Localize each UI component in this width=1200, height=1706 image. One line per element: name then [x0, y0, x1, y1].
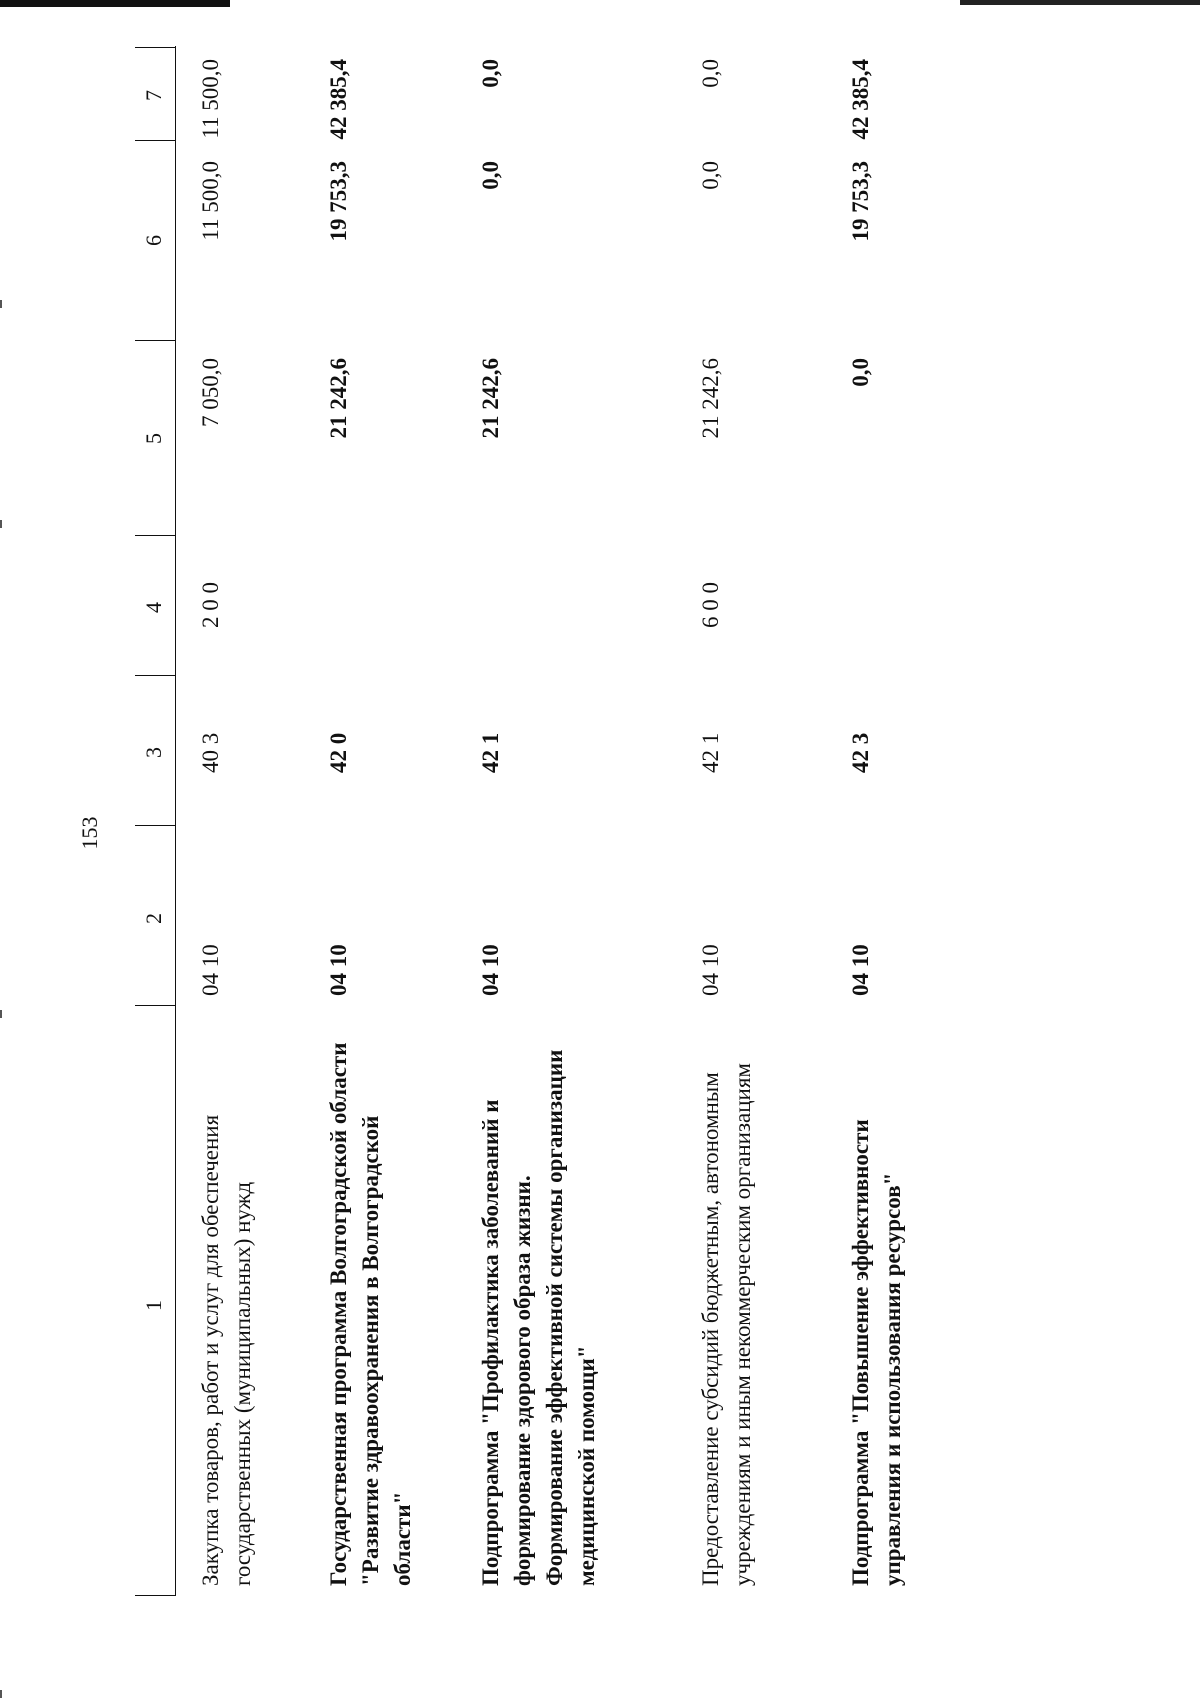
row-value-col6: 11 500,0: [198, 161, 223, 241]
column-header-1: 1: [141, 1300, 166, 1311]
column-header-7: 7: [141, 90, 166, 101]
budget-table: [135, 46, 975, 1596]
column-header-6: 6: [141, 235, 166, 246]
row-code-section: 04 10: [698, 944, 723, 996]
scan-margin-mark: [0, 520, 2, 528]
row-value-col5: 7 050,0: [198, 358, 223, 427]
row-name: Подпрограмма "Повышение эффективности управления и использования ресурсов": [848, 1119, 905, 1586]
header-divider: [135, 140, 175, 141]
row-name: Закупка товаров, работ и услуг для обеспечения государственных (муниципальных) нужд: [198, 1114, 255, 1586]
row-value-col7: 42 385,4: [848, 59, 873, 140]
header-divider: [135, 675, 175, 676]
row-value-col7: 11 500,0: [198, 59, 223, 139]
page-number: 153: [77, 816, 102, 850]
header-divider: [135, 535, 175, 536]
row-code-section: 04 10: [326, 944, 351, 996]
column-header-5: 5: [141, 433, 166, 444]
scan-top-left-edge: [0, 0, 230, 7]
header-divider: [135, 47, 175, 48]
column-header-2: 2: [141, 913, 166, 924]
row-value-col5: 21 242,6: [478, 358, 503, 439]
column-header-4: 4: [141, 602, 166, 613]
row-value-col6: 19 753,3: [326, 161, 351, 242]
row-code-program: 42 0: [326, 732, 351, 773]
row-name: Государственная программа Волгоградской области "Развитие здравоохранения в Волгоградской области": [326, 1042, 415, 1586]
row-name: Подпрограмма "Профилактика заболеваний и формирование здорового образа жизни. Формирование эффективной системы организации медицинской помощи": [478, 1049, 599, 1586]
scan-margin-mark: [0, 300, 2, 308]
row-value-col5: 21 242,6: [698, 358, 723, 439]
header-divider: [135, 1005, 175, 1006]
row-name: Предоставление субсидий бюджетным, автономным учреждениям и иным некоммерческим организациям: [698, 1063, 755, 1586]
header-divider: [135, 340, 175, 341]
row-value-col6: 0,0: [698, 161, 723, 190]
row-code-program: 42 1: [478, 732, 503, 773]
row-code-expense-type: 6 0 0: [698, 582, 723, 628]
row-code-section: 04 10: [848, 944, 873, 996]
row-value-col7: 0,0: [698, 59, 723, 88]
row-code-section: 04 10: [198, 944, 223, 996]
row-code-expense-type: 2 0 0: [198, 582, 223, 628]
row-code-program: 40 3: [198, 732, 223, 773]
row-value-col7: 42 385,4: [326, 59, 351, 140]
scan-margin-mark: [0, 1010, 2, 1018]
row-value-col5: 0,0: [848, 358, 873, 387]
header-row-border: [135, 46, 176, 1596]
header-divider: [135, 1595, 175, 1596]
scan-margin-mark: [0, 1690, 2, 1698]
row-value-col6: 19 753,3: [848, 161, 873, 242]
row-code-program: 42 3: [848, 732, 873, 773]
column-header-3: 3: [141, 747, 166, 758]
row-code-program: 42 1: [698, 732, 723, 773]
row-code-section: 04 10: [478, 944, 503, 996]
scan-top-right-edge: [960, 0, 1200, 5]
row-value-col5: 21 242,6: [326, 358, 351, 439]
row-value-col6: 0,0: [478, 161, 503, 190]
header-divider: [135, 825, 175, 826]
row-value-col7: 0,0: [478, 59, 503, 88]
